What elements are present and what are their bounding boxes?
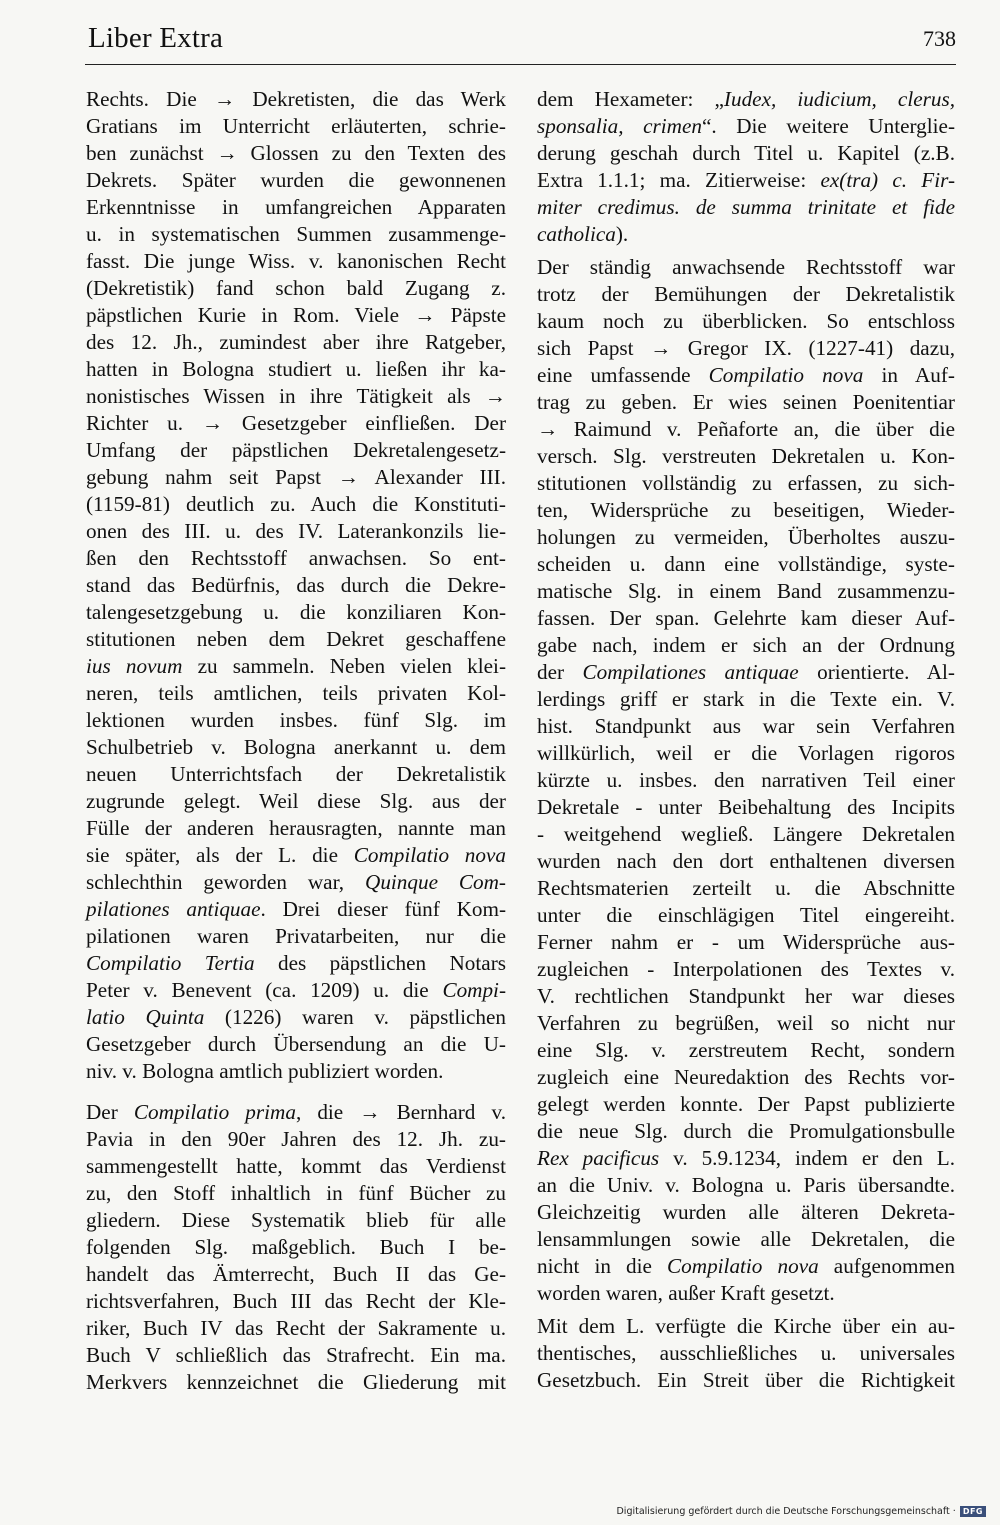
text-line: [537, 254, 955, 281]
text-segment: versch. Slg. verstreuten Dekretalen u. Kon-: [537, 444, 955, 468]
text-line: [537, 113, 955, 140]
text-segment: gelegt werden konnte. Der Papst publizierte: [537, 1092, 955, 1116]
text-segment: ).: [615, 222, 629, 246]
text-line: [537, 86, 955, 113]
paragraph: [537, 1313, 955, 1394]
text-line: [86, 140, 506, 167]
text-segment: (1159-81) deutlich zu. Auch die Konstituti-: [86, 492, 506, 516]
text-segment: riker, Buch IV das Recht der Sakramente u.: [86, 1316, 506, 1340]
paragraph: [86, 86, 506, 1085]
text-segment: dem Hexameter: „: [537, 87, 724, 111]
italic-text: latio Quinta: [86, 1005, 205, 1029]
text-segment: Merkvers kennzeichnet die Gliederung mit: [86, 1370, 506, 1394]
text-segment: sich Papst → Gregor IX. (1227-41) dazu,: [537, 336, 955, 360]
text-segment: - weitgehend wegließ. Längere Dekretalen: [537, 822, 955, 846]
text-line: [537, 740, 955, 767]
text-segment: der: [537, 660, 583, 684]
text-segment: neuen Unterrichtsfach der Dekretalistik: [86, 762, 506, 786]
text-line: [537, 578, 955, 605]
text-segment: die neue Slg. durch die Promulgationsbulle: [537, 1119, 955, 1143]
italic-text: Compilationes antiquae: [582, 660, 799, 684]
text-line: [86, 1180, 506, 1207]
text-line: [86, 896, 506, 923]
text-line: [537, 659, 955, 686]
text-line: [86, 167, 506, 194]
text-line: [86, 464, 506, 491]
text-line: [537, 1253, 955, 1280]
text-segment: , die → Bernhard v.: [295, 1100, 507, 1124]
text-segment: zugleichen - Interpolationen des Textes v.: [537, 957, 955, 981]
text-line: [537, 713, 955, 740]
text-segment: V. rechtlichen Standpunkt her war dieses: [537, 984, 955, 1008]
page-number: 738: [923, 26, 956, 51]
text-line: [86, 356, 506, 383]
text-line: [86, 1315, 506, 1342]
text-segment: Gesetzgeber durch Übersendung an die U-: [86, 1032, 506, 1056]
paragraph: [537, 254, 955, 1307]
text-line: [86, 1234, 506, 1261]
text-line: [86, 113, 506, 140]
text-segment: → Raimund v. Peñaforte an, die über die: [537, 417, 955, 441]
text-line: [537, 1280, 955, 1307]
text-line: [86, 842, 506, 869]
text-segment: in Auf-: [863, 363, 955, 387]
text-line: [86, 572, 506, 599]
text-line: [537, 389, 955, 416]
text-line: [537, 686, 955, 713]
text-segment: Der: [86, 1100, 134, 1124]
text-segment: Ferner nahm er - um Widersprüche aus-: [537, 930, 955, 954]
text-segment: lensammlungen sowie alle Dekretalen, die: [537, 1227, 955, 1251]
text-segment: niv. v. Bologna amtlich publiziert worden.: [86, 1059, 444, 1083]
text-line: [86, 302, 506, 329]
text-segment: Umfang der päpstlichen Dekretalengesetz-: [86, 438, 506, 462]
text-segment: onen des III. u. des IV. Laterankonzils lie-: [86, 519, 506, 543]
text-segment: zugrunde gelegt. Weil diese Slg. aus der: [86, 789, 506, 813]
text-line: [86, 950, 506, 977]
text-line: [86, 734, 506, 761]
text-segment: derung geschah durch Titel u. Kapitel (z.B.: [537, 141, 955, 165]
text-line: [86, 1153, 506, 1180]
text-segment: schlechthin geworden war,: [86, 870, 366, 894]
paragraph: [86, 1099, 506, 1396]
text-segment: sammengestellt hatte, kommt das Verdienst: [86, 1154, 506, 1178]
text-line: [86, 1342, 506, 1369]
text-segment: ten, Widersprüche zu beseitigen, Wieder-: [537, 498, 955, 522]
text-line: [86, 626, 506, 653]
text-segment: Peter v. Benevent (ca. 1209) u. die: [86, 978, 443, 1002]
text-line: [537, 551, 955, 578]
text-segment: v. 5.9.1234, indem er den L.: [659, 1146, 956, 1170]
text-line: [537, 416, 955, 443]
text-line: [537, 443, 955, 470]
right-text-column: [537, 86, 955, 1394]
text-segment: Rechts. Die → Dekretisten, die das Werk: [86, 87, 506, 111]
text-segment: Dekretale - unter Beibehaltung des Incipits: [537, 795, 955, 819]
italic-text: Compilatio nova: [353, 843, 506, 867]
italic-text: Compilatio nova: [708, 363, 864, 387]
text-segment: Schulbetrieb v. Bologna anerkannt u. dem: [86, 735, 506, 759]
text-segment: (1226) waren v. päpstlichen: [204, 1005, 506, 1029]
text-line: [537, 1172, 955, 1199]
text-segment: trotz der Bemühungen der Dekretalistik: [537, 282, 955, 306]
italic-text: Iudex, iudicium, clerus,: [723, 87, 955, 111]
running-header-title: Liber Extra: [88, 22, 224, 54]
text-line: [537, 308, 955, 335]
text-line: [537, 1091, 955, 1118]
text-line: [537, 362, 955, 389]
text-segment: Richter u. → Gesetzgeber einfließen. Der: [86, 411, 506, 435]
italic-text: Compi-: [442, 978, 506, 1002]
text-segment: Gleichzeitig wurden alle älteren Dekreta-: [537, 1200, 955, 1224]
text-line: [537, 281, 955, 308]
text-segment: fassen. Der span. Gelehrte kam dieser Auf-: [537, 606, 955, 630]
text-segment: stand das Bedürfnis, das durch die Dekre-: [86, 573, 506, 597]
text-segment: richtsverfahren, Buch III das Recht der Kle-: [86, 1289, 506, 1313]
left-text-column: [86, 86, 506, 1396]
text-line: [537, 1010, 955, 1037]
italic-text: catholica: [537, 222, 616, 246]
italic-text: Quinque Com-: [365, 870, 506, 894]
text-line: [86, 1004, 506, 1031]
text-line: [86, 86, 506, 113]
text-segment: talengesetzgebung u. die konziliaren Kon-: [86, 600, 506, 624]
text-line: [537, 821, 955, 848]
text-line: [537, 875, 955, 902]
text-segment: Extra 1.1.1; ma. Zitierweise:: [537, 168, 821, 192]
text-line: [86, 329, 506, 356]
text-segment: eine Slg. v. zerstreutem Recht, sondern: [537, 1038, 955, 1062]
text-segment: . Drei dieser fünf Kom-: [260, 897, 507, 921]
text-segment: Verfahren zu begrüßen, weil so nicht nur: [537, 1011, 955, 1035]
text-segment: u. in systematischen Summen zusammenge-: [86, 222, 506, 246]
text-segment: zu, den Stoff inhaltlich in fünf Bücher zu: [86, 1181, 506, 1205]
text-segment: sie später, als der L. die: [86, 843, 354, 867]
text-segment: gabe nach, indem er sich an der Ordnung: [537, 633, 955, 657]
footer-text: Digitalisierung gefördert durch die Deutsche Forschungsgemeinschaft ·: [616, 1506, 956, 1517]
text-segment: aufgenommen: [818, 1254, 956, 1278]
italic-text: miter credimus. de summa trinitate et fide: [537, 195, 955, 219]
text-line: [537, 1145, 955, 1172]
paragraph-gap: [86, 1085, 506, 1099]
text-line: [86, 923, 506, 950]
text-line: [86, 977, 506, 1004]
text-segment: zu sammeln. Neben vielen klei-: [182, 654, 506, 678]
text-line: [537, 1199, 955, 1226]
text-segment: Dekrets. Später wurden die gewonnenen: [86, 168, 506, 192]
text-segment: des 12. Jh., zumindest aber ihre Ratgeber,: [86, 330, 506, 354]
text-line: [537, 767, 955, 794]
dfg-logo: DFG: [960, 1506, 986, 1517]
text-line: [537, 167, 955, 194]
text-segment: kaum noch zu überblicken. So entschloss: [537, 309, 955, 333]
text-segment: fasst. Die junge Wiss. v. kanonischen Recht: [86, 249, 506, 273]
text-line: [86, 707, 506, 734]
paragraph: [537, 86, 955, 248]
text-line: [537, 335, 955, 362]
text-segment: trag zu geben. Er wies seinen Poenitentiar: [537, 390, 955, 414]
text-line: [86, 599, 506, 626]
italic-text: sponsalia, crimen: [537, 114, 702, 138]
text-line: [86, 1261, 506, 1288]
text-segment: Buch V schließlich das Strafrecht. Ein ma.: [86, 1343, 506, 1367]
text-line: [86, 275, 506, 302]
text-line: [86, 248, 506, 275]
text-segment: kürzte u. insbes. den narrativen Teil einer: [537, 768, 955, 792]
text-segment: holungen zu vermeiden, Überholtes auszu-: [537, 525, 955, 549]
text-segment: gliedern. Diese Systematik blieb für alle: [86, 1208, 506, 1232]
text-line: [86, 194, 506, 221]
text-segment: nonistisches Wissen in ihre Tätigkeit als →: [86, 384, 506, 408]
text-line: [86, 869, 506, 896]
text-line: [86, 815, 506, 842]
text-line: [537, 470, 955, 497]
text-segment: lerdings griff er stark in die Texte ein. V.: [537, 687, 955, 711]
text-segment: Pavia in den 90er Jahren des 12. Jh. zu-: [86, 1127, 506, 1151]
text-line: [537, 983, 955, 1010]
text-segment: nicht in die: [537, 1254, 668, 1278]
text-segment: lektionen wurden insbes. fünf Slg. im: [86, 708, 506, 732]
text-line: [86, 653, 506, 680]
italic-text: pilationes antiquae: [86, 897, 261, 921]
text-line: [537, 1226, 955, 1253]
text-segment: Gratians im Unterricht erläuterten, schrie-: [86, 114, 506, 138]
text-segment: neren, teils amtlichen, teils privaten Kol-: [86, 681, 506, 705]
text-segment: Erkenntnisse in umfangreichen Apparaten: [86, 195, 506, 219]
text-segment: Fülle der anderen herausragten, nannte man: [86, 816, 506, 840]
text-line: [537, 848, 955, 875]
text-line: [537, 221, 955, 248]
text-line: [537, 140, 955, 167]
text-line: [537, 1064, 955, 1091]
text-segment: an die Univ. v. Bologna u. Paris übersandte.: [537, 1173, 955, 1197]
text-line: [86, 1369, 506, 1396]
text-segment: (Dekretistik) fand schon bald Zugang z.: [86, 276, 506, 300]
text-segment: des päpstlichen Notars: [254, 951, 506, 975]
text-line: [86, 221, 506, 248]
italic-text: Compilatio prima: [133, 1100, 296, 1124]
text-line: [86, 437, 506, 464]
text-line: [86, 1058, 506, 1085]
text-segment: thentisches, ausschließliches u. universales: [537, 1341, 955, 1365]
text-line: [86, 761, 506, 788]
text-segment: worden waren, außer Kraft gesetzt.: [537, 1281, 835, 1305]
text-segment: Rechtsmaterien zerteilt u. die Abschnitte: [537, 876, 955, 900]
text-segment: Gesetzbuch. Ein Streit über die Richtigkeit: [537, 1368, 955, 1392]
text-line: [537, 497, 955, 524]
text-line: [86, 518, 506, 545]
text-line: [86, 1207, 506, 1234]
text-segment: orientierte. Al-: [798, 660, 955, 684]
text-line: [86, 1099, 506, 1126]
text-line: [86, 410, 506, 437]
text-segment: scheiden u. dann eine vollständige, syste-: [537, 552, 955, 576]
text-line: [537, 1340, 955, 1367]
text-segment: gebung nahm seit Papst → Alexander III.: [86, 465, 506, 489]
text-segment: ben zunächst → Glossen zu den Texten des: [86, 141, 506, 165]
text-segment: “. Die weitere Unterglie-: [701, 114, 955, 138]
text-segment: ßen den Rechtsstoff anwachsen. So ent-: [86, 546, 506, 570]
text-line: [86, 1031, 506, 1058]
text-segment: zugleich eine Neuredaktion des Rechts vor-: [537, 1065, 955, 1089]
text-line: [86, 545, 506, 572]
text-line: [537, 956, 955, 983]
italic-text: Compilatio nova: [667, 1254, 819, 1278]
text-segment: stitutionen neben dem Dekret geschaffene: [86, 627, 506, 651]
text-line: [537, 524, 955, 551]
text-line: [537, 1313, 955, 1340]
text-line: [537, 929, 955, 956]
text-segment: matische Slg. in einem Band zusammenzu-: [537, 579, 955, 603]
text-segment: wurden nach den dort enthaltenen diversen: [537, 849, 955, 873]
text-segment: pilationen waren Privatarbeiten, nur die: [86, 924, 506, 948]
text-line: [537, 794, 955, 821]
text-segment: eine umfassende: [537, 363, 709, 387]
text-segment: handelt das Ämterrecht, Buch II das Ge-: [86, 1262, 506, 1286]
text-line: [537, 605, 955, 632]
text-segment: hatten in Bologna studiert u. ließen ihr ka-: [86, 357, 506, 381]
text-segment: Mit dem L. verfügte die Kirche über ein au-: [537, 1314, 955, 1338]
text-line: [86, 1126, 506, 1153]
text-segment: folgenden Slg. maßgeblich. Buch I be-: [86, 1235, 506, 1259]
header-divider: [85, 64, 956, 65]
text-segment: hist. Standpunkt aus war sein Verfahren: [537, 714, 955, 738]
text-line: [537, 194, 955, 221]
italic-text: Compilatio Tertia: [86, 951, 255, 975]
text-line: [86, 491, 506, 518]
text-line: [537, 1367, 955, 1394]
text-line: [86, 788, 506, 815]
italic-text: ius novum: [86, 654, 183, 678]
text-line: [537, 632, 955, 659]
text-line: [537, 902, 955, 929]
text-segment: stitutionen vollständig zu erfassen, zu sich-: [537, 471, 955, 495]
italic-text: ex(tra) c. Fir-: [820, 168, 955, 192]
text-segment: päpstlichen Kurie in Rom. Viele → Päpste: [86, 303, 506, 327]
digitization-footer: [616, 1506, 986, 1517]
text-line: [86, 1288, 506, 1315]
text-line: [86, 680, 506, 707]
text-line: [537, 1118, 955, 1145]
text-segment: willkürlich, weil er die Vorlagen rigoros: [537, 741, 955, 765]
text-line: [537, 1037, 955, 1064]
text-segment: Der ständig anwachsende Rechtsstoff war: [537, 255, 955, 279]
text-line: [86, 383, 506, 410]
text-segment: unter die einschlägigen Titel eingereiht.: [537, 903, 955, 927]
italic-text: Rex pacificus: [537, 1146, 660, 1170]
